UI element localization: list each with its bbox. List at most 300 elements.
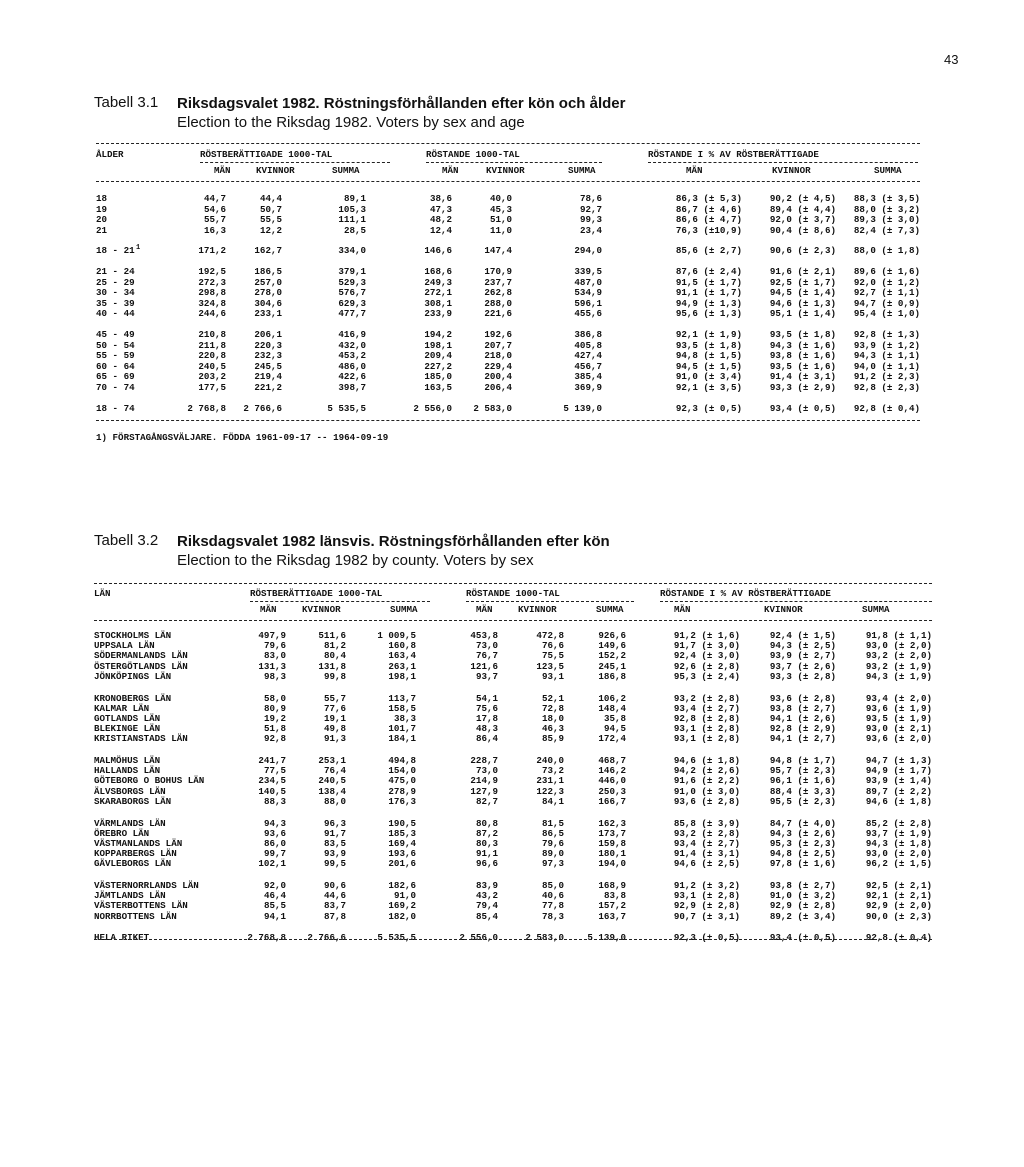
county-cell: BLEKINGE LÄN	[94, 723, 161, 735]
voters-sum-cell: 92,7	[579, 203, 602, 215]
voters-men-cell: 209,4	[424, 350, 452, 362]
eligible-sum-cell: 453,2	[338, 350, 366, 362]
pct-sum-cell: 92,1 (± 2,1)	[865, 890, 932, 902]
table2-header-row-2	[94, 605, 932, 616]
voters-men-cell: 83,9	[475, 880, 498, 891]
eligible-sum-cell: 263,1	[388, 660, 416, 672]
eligible-men-cell: 51,8	[263, 723, 286, 735]
pct-sum-cell: 94,7 (± 1,3)	[865, 755, 932, 766]
table1-header-women-a: KVINNOR	[256, 165, 295, 176]
pct-sum-cell: 88,0 (± 1,8)	[853, 245, 920, 257]
pct-sum-cell: 82,4 (± 7,3)	[853, 224, 920, 236]
voters-sum-cell: 163,7	[598, 910, 626, 922]
eligible-men-cell: 92,8	[263, 733, 286, 745]
eligible-women-cell: 80,4	[323, 650, 346, 662]
table2-header-sum-c: SUMMA	[862, 604, 890, 615]
pct-women-cell: 89,2 (± 3,4)	[769, 910, 836, 922]
voters-men-cell: 249,3	[424, 276, 452, 288]
pct-sum-cell: 95,4 (± 1,0)	[853, 308, 920, 320]
table-row	[96, 226, 920, 237]
voters-men-cell: 80,3	[475, 837, 498, 849]
voters-women-cell: 2 583,0	[473, 402, 512, 414]
eligible-men-cell: 44,7	[203, 193, 226, 204]
voters-women-cell: 46,3	[541, 723, 564, 735]
voters-men-cell: 47,3	[429, 203, 452, 215]
table2-header-sum-b: SUMMA	[596, 604, 624, 615]
county-cell: KALMAR LÄN	[94, 702, 150, 714]
eligible-women-cell: 245,5	[254, 360, 282, 372]
pct-sum-cell: 91,2 (± 2,3)	[853, 371, 920, 383]
county-cell: UPPSALA LÄN	[94, 640, 155, 652]
pct-women-cell: 93,7 (± 2,6)	[769, 660, 836, 672]
pct-men-cell: 91,5 (± 1,7)	[675, 276, 742, 288]
pct-men-cell: 92,4 (± 3,0)	[673, 650, 740, 662]
eligible-sum-cell: 101,7	[388, 723, 416, 735]
eligible-sum-cell: 193,6	[388, 848, 416, 860]
pct-sum-cell: 91,8 (± 1,1)	[865, 630, 932, 641]
county-cell: STOCKHOLMS LÄN	[94, 630, 172, 641]
pct-sum-cell: 94,3 (± 1,1)	[853, 350, 920, 362]
voters-women-cell: 170,9	[484, 266, 512, 277]
voters-women-cell: 81,5	[541, 817, 564, 829]
table1-header-group-c: RÖSTANDE I % AV RÖSTBERÄTTIGADE	[648, 149, 819, 160]
eligible-sum-cell: 163,4	[388, 650, 416, 662]
voters-men-cell: 214,9	[470, 775, 498, 787]
table-row	[94, 859, 932, 870]
pct-men-cell: 93,2 (± 2,8)	[673, 692, 740, 704]
pct-sum-cell: 85,2 (± 2,8)	[865, 817, 932, 829]
pct-women-cell: 90,2 (± 4,5)	[769, 193, 836, 204]
pct-sum-cell: 92,0 (± 1,2)	[853, 276, 920, 288]
voters-men-cell: 75,6	[475, 702, 498, 714]
voters-women-cell: 2 583,0	[525, 932, 564, 944]
pct-men-cell: 95,3 (± 2,4)	[673, 670, 740, 682]
voters-sum-cell: 5 139,0	[563, 402, 602, 414]
table1-header-sum-b: SUMMA	[568, 165, 596, 176]
table2-title	[177, 532, 610, 570]
eligible-sum-cell: 105,3	[338, 203, 366, 215]
voters-women-cell: 221,6	[484, 308, 512, 320]
table1-header-rule	[96, 181, 920, 182]
eligible-women-cell: 99,8	[323, 670, 346, 682]
pct-men-cell: 91,7 (± 3,0)	[673, 640, 740, 652]
pct-women-cell: 93,3 (± 2,8)	[769, 670, 836, 682]
county-cell: ÖSTERGÖTLANDS LÄN	[94, 660, 188, 672]
voters-men-cell: 194,2	[424, 329, 452, 340]
pct-men-cell: 90,7 (± 3,1)	[673, 910, 740, 922]
eligible-men-cell: 93,6	[263, 827, 286, 839]
eligible-men-cell: 140,5	[258, 785, 286, 797]
pct-sum-cell: 89,6 (± 1,6)	[853, 266, 920, 277]
pct-women-cell: 93,6 (± 2,8)	[769, 692, 836, 704]
pct-sum-cell: 94,9 (± 1,7)	[865, 765, 932, 777]
eligible-sum-cell: 494,8	[388, 755, 416, 766]
county-cell: HELA RIKET	[94, 932, 150, 944]
eligible-sum-cell: 198,1	[388, 670, 416, 682]
voters-men-cell: 73,0	[475, 640, 498, 652]
table2-header-women-b: KVINNOR	[518, 604, 557, 615]
voters-men-cell: 54,1	[475, 692, 498, 704]
pct-men-cell: 91,1 (± 1,7)	[675, 287, 742, 299]
pct-women-cell: 97,8 (± 1,6)	[769, 858, 836, 870]
voters-sum-cell: 385,4	[574, 371, 602, 383]
voters-women-cell: 123,5	[536, 660, 564, 672]
eligible-men-cell: 94,3	[263, 817, 286, 829]
voters-men-cell: 163,5	[424, 382, 452, 393]
voters-women-cell: 52,1	[541, 692, 564, 704]
eligible-sum-cell: 184,1	[388, 733, 416, 745]
pct-sum-cell: 93,2 (± 2,0)	[865, 650, 932, 662]
county-cell: HALLANDS LÄN	[94, 765, 161, 777]
county-cell: NORRBOTTENS LÄN	[94, 910, 177, 922]
table1-header-men-a: MÄN	[214, 165, 231, 176]
age-cell: 50 - 54	[96, 339, 135, 351]
age-cell: 40 - 44	[96, 308, 135, 320]
eligible-men-cell: 80,9	[263, 702, 286, 714]
age-cell: 45 - 49	[96, 329, 135, 340]
eligible-women-cell: 55,7	[323, 692, 346, 704]
eligible-sum-cell: 169,2	[388, 900, 416, 912]
voters-sum-cell: 186,8	[598, 670, 626, 682]
county-cell: KOPPARBERGS LÄN	[94, 848, 177, 860]
pct-men-cell: 94,2 (± 2,6)	[673, 765, 740, 777]
table2-header-women-c: KVINNOR	[764, 604, 803, 615]
eligible-women-cell: 88,0	[323, 795, 346, 807]
table2-header-group-a: RÖSTBERÄTTIGADE 1000-TAL	[250, 588, 383, 599]
eligible-sum-cell: 576,7	[338, 287, 366, 299]
eligible-women-cell: 138,4	[318, 785, 346, 797]
eligible-men-cell: 83,0	[263, 650, 286, 662]
table2-header-row-1	[94, 589, 932, 600]
eligible-sum-cell: 629,3	[338, 297, 366, 309]
voters-men-cell: 93,7	[475, 670, 498, 682]
eligible-women-cell: 91,7	[323, 827, 346, 839]
voters-women-cell: 288,0	[484, 297, 512, 309]
age-cell: 18 - 74	[96, 402, 135, 414]
pct-sum-cell: 92,9 (± 2,0)	[865, 900, 932, 912]
voters-sum-cell: 94,5	[603, 723, 626, 735]
eligible-sum-cell: 379,1	[338, 266, 366, 277]
voters-men-cell: 127,9	[470, 785, 498, 797]
table1-bottom-rule	[96, 420, 920, 421]
table2-header-men-a: MÄN	[260, 604, 277, 615]
eligible-women-cell: 83,7	[323, 900, 346, 912]
eligible-women-cell: 240,5	[318, 775, 346, 787]
table2-header-group-c: RÖSTANDE I % AV RÖSTBERÄTTIGADE	[660, 588, 831, 599]
pct-women-cell: 93,8 (± 1,6)	[769, 350, 836, 362]
voters-men-cell: 168,6	[424, 266, 452, 277]
eligible-men-cell: 203,2	[198, 371, 226, 383]
age-cell: 21	[96, 224, 108, 236]
eligible-men-cell: 234,5	[258, 775, 286, 787]
eligible-sum-cell: 185,3	[388, 827, 416, 839]
voters-sum-cell: 78,6	[579, 193, 602, 204]
voters-men-cell: 12,4	[429, 224, 452, 236]
county-cell: KRONOBERGS LÄN	[94, 692, 172, 704]
pct-women-cell: 89,4 (± 4,4)	[769, 203, 836, 215]
eligible-men-cell: 240,5	[198, 360, 226, 372]
voters-men-cell: 185,0	[424, 371, 452, 383]
eligible-sum-cell: 486,0	[338, 360, 366, 372]
eligible-men-cell: 77,5	[263, 765, 286, 777]
pct-women-cell: 91,6 (± 2,1)	[769, 266, 836, 277]
eligible-men-cell: 171,2	[198, 245, 226, 257]
eligible-men-cell: 16,3	[203, 224, 226, 236]
eligible-women-cell: 206,1	[254, 329, 282, 340]
eligible-sum-cell: 38,3	[393, 712, 416, 724]
voters-women-cell: 147,4	[484, 245, 512, 257]
eligible-men-cell: 220,8	[198, 350, 226, 362]
footnote-marker: 1	[136, 244, 141, 253]
pct-sum-cell: 93,5 (± 1,9)	[865, 712, 932, 724]
pct-women-cell: 90,4 (± 8,6)	[769, 224, 836, 236]
table1-header-men-b: MÄN	[442, 165, 459, 176]
eligible-women-cell: 2 766,6	[307, 932, 346, 944]
pct-sum-cell: 93,0 (± 2,0)	[865, 640, 932, 652]
voters-women-cell: 18,0	[541, 712, 564, 724]
eligible-women-cell: 219,4	[254, 371, 282, 383]
voters-men-cell: 308,1	[424, 297, 452, 309]
voters-women-cell: 77,8	[541, 900, 564, 912]
pct-men-cell: 94,6 (± 1,8)	[673, 755, 740, 766]
pct-women-cell: 94,3 (± 2,6)	[769, 827, 836, 839]
pct-sum-cell: 93,6 (± 1,9)	[865, 702, 932, 714]
age-cell: 30 - 34	[96, 287, 135, 299]
eligible-sum-cell: 154,0	[388, 765, 416, 777]
pct-sum-cell: 93,9 (± 1,4)	[865, 775, 932, 787]
voters-men-cell: 80,8	[475, 817, 498, 829]
table2-header-group-b: RÖSTANDE 1000-TAL	[466, 588, 560, 599]
voters-women-cell: 51,0	[489, 214, 512, 226]
table1-header-women-b: KVINNOR	[486, 165, 525, 176]
voters-sum-cell: 194,0	[598, 858, 626, 870]
table1-header-sum-a: SUMMA	[332, 165, 360, 176]
pct-women-cell: 94,6 (± 1,3)	[769, 297, 836, 309]
table2-bottom-rule	[94, 939, 932, 940]
eligible-women-cell: 99,5	[323, 858, 346, 870]
voters-women-cell: 89,0	[541, 848, 564, 860]
eligible-women-cell: 232,3	[254, 350, 282, 362]
voters-women-cell: 472,8	[536, 630, 564, 641]
eligible-sum-cell: 529,3	[338, 276, 366, 288]
voters-sum-cell: 427,4	[574, 350, 602, 362]
voters-women-cell: 40,0	[489, 193, 512, 204]
pct-men-cell: 94,6 (± 2,5)	[673, 858, 740, 870]
voters-women-cell: 85,9	[541, 733, 564, 745]
pct-men-cell: 91,2 (± 3,2)	[673, 880, 740, 891]
eligible-women-cell: 278,0	[254, 287, 282, 299]
voters-sum-cell: 455,6	[574, 308, 602, 320]
voters-men-cell: 146,6	[424, 245, 452, 257]
table1-top-rule	[96, 143, 920, 144]
eligible-men-cell: 85,5	[263, 900, 286, 912]
eligible-women-cell: 93,9	[323, 848, 346, 860]
county-cell: VÄSTERNORRLANDS LÄN	[94, 880, 199, 891]
pct-men-cell: 85,8 (± 3,9)	[673, 817, 740, 829]
pct-women-cell: 93,5 (± 1,8)	[769, 329, 836, 340]
voters-sum-cell: 369,9	[574, 382, 602, 393]
pct-men-cell: 92,9 (± 2,8)	[673, 900, 740, 912]
pct-men-cell: 86,6 (± 4,7)	[675, 214, 742, 226]
age-cell: 18	[96, 193, 108, 204]
county-cell: GÄVLEBORGS LÄN	[94, 858, 172, 870]
eligible-women-cell: 55,5	[259, 214, 282, 226]
voters-sum-cell: 294,0	[574, 245, 602, 257]
pct-women-cell: 93,5 (± 1,6)	[769, 360, 836, 372]
voters-men-cell: 48,2	[429, 214, 452, 226]
table1-header-row-2	[96, 166, 920, 177]
table-row	[96, 404, 920, 415]
voters-men-cell: 73,0	[475, 765, 498, 777]
county-cell: ÖREBRO LÄN	[94, 827, 150, 839]
eligible-men-cell: 244,6	[198, 308, 226, 320]
voters-sum-cell: 149,6	[598, 640, 626, 652]
pct-sum-cell: 93,9 (± 1,2)	[853, 339, 920, 351]
table2-header-women-a: KVINNOR	[302, 604, 341, 615]
voters-sum-cell: 146,2	[598, 765, 626, 777]
eligible-sum-cell: 169,4	[388, 837, 416, 849]
age-cell: 70 - 74	[96, 382, 135, 393]
eligible-women-cell: 511,6	[318, 630, 346, 641]
pct-sum-cell: 93,4 (± 2,0)	[865, 692, 932, 704]
table2-header-men-b: MÄN	[476, 604, 493, 615]
pct-women-cell: 94,3 (± 2,5)	[769, 640, 836, 652]
pct-sum-cell: 94,3 (± 1,9)	[865, 670, 932, 682]
county-cell: MALMÖHUS LÄN	[94, 755, 161, 766]
eligible-men-cell: 211,8	[198, 339, 226, 351]
age-cell: 55 - 59	[96, 350, 135, 362]
pct-women-cell: 94,8 (± 2,5)	[769, 848, 836, 860]
age-cell: 25 - 29	[96, 276, 135, 288]
voters-sum-cell: 83,8	[603, 890, 626, 902]
eligible-sum-cell: 5 535,5	[377, 932, 416, 944]
pct-women-cell: 91,0 (± 3,2)	[769, 890, 836, 902]
eligible-sum-cell: 1 009,5	[377, 630, 416, 641]
eligible-men-cell: 86,0	[263, 837, 286, 849]
pct-sum-cell: 89,3 (± 3,0)	[853, 214, 920, 226]
eligible-women-cell: 12,2	[259, 224, 282, 236]
voters-sum-cell: 159,8	[598, 837, 626, 849]
table1-header-c-underline	[648, 162, 918, 163]
pct-sum-cell: 93,7 (± 1,9)	[865, 827, 932, 839]
voters-men-cell: 272,1	[424, 287, 452, 299]
eligible-sum-cell: 416,9	[338, 329, 366, 340]
pct-men-cell: 94,8 (± 1,5)	[675, 350, 742, 362]
table2-header-rule	[94, 620, 932, 621]
voters-men-cell: 228,7	[470, 755, 498, 766]
eligible-men-cell: 272,3	[198, 276, 226, 288]
pct-sum-cell: 93,2 (± 1,9)	[865, 660, 932, 672]
table2	[94, 588, 932, 944]
pct-men-cell: 93,1 (± 2,8)	[673, 733, 740, 745]
eligible-men-cell: 192,5	[198, 266, 226, 277]
eligible-women-cell: 77,6	[323, 702, 346, 714]
voters-men-cell: 85,4	[475, 910, 498, 922]
eligible-men-cell: 46,4	[263, 890, 286, 902]
table2-title-en: Election to the Riksdag 1982 by county. Voters by sex	[177, 552, 534, 569]
table1-header-first: ÅLDER	[96, 149, 124, 160]
pct-women-cell: 96,1 (± 1,6)	[769, 775, 836, 787]
pct-men-cell: 76,3 (±10,9)	[675, 224, 742, 236]
eligible-women-cell: 76,4	[323, 765, 346, 777]
voters-sum-cell: 106,2	[598, 692, 626, 704]
voters-sum-cell: 487,0	[574, 276, 602, 288]
pct-women-cell: 84,7 (± 4,0)	[769, 817, 836, 829]
eligible-men-cell: 54,6	[203, 203, 226, 215]
pct-women-cell: 92,8 (± 2,9)	[769, 723, 836, 735]
table-row	[96, 309, 920, 320]
pct-women-cell: 91,4 (± 3,1)	[769, 371, 836, 383]
age-cell: 35 - 39	[96, 297, 135, 309]
eligible-women-cell: 186,5	[254, 266, 282, 277]
pct-men-cell: 91,4 (± 3,1)	[673, 848, 740, 860]
voters-men-cell: 453,8	[470, 630, 498, 641]
eligible-sum-cell: 182,0	[388, 910, 416, 922]
pct-men-cell: 93,1 (± 2,8)	[673, 723, 740, 735]
table1-label: Tabell 3.1	[94, 94, 159, 111]
pct-sum-cell: 94,6 (± 1,8)	[865, 795, 932, 807]
pct-women-cell: 92,5 (± 1,7)	[769, 276, 836, 288]
pct-women-cell: 95,5 (± 2,3)	[769, 795, 836, 807]
pct-women-cell: 94,1 (± 2,7)	[769, 733, 836, 745]
eligible-women-cell: 19,1	[323, 712, 346, 724]
table1	[96, 150, 920, 422]
eligible-sum-cell: 158,5	[388, 702, 416, 714]
table2-header-sum-a: SUMMA	[390, 604, 418, 615]
eligible-women-cell: 2 766,6	[243, 402, 282, 414]
table1-title-en: Election to the Riksdag 1982. Voters by sex and age	[177, 114, 525, 131]
pct-men-cell: 93,6 (± 2,8)	[673, 795, 740, 807]
pct-women-cell: 94,3 (± 1,6)	[769, 339, 836, 351]
voters-women-cell: 86,5	[541, 827, 564, 839]
voters-men-cell: 121,6	[470, 660, 498, 672]
pct-men-cell: 86,7 (± 4,6)	[675, 203, 742, 215]
voters-women-cell: 11,0	[489, 224, 512, 236]
voters-women-cell: 237,7	[484, 276, 512, 288]
voters-men-cell: 91,1	[475, 848, 498, 860]
pct-men-cell: 91,0 (± 3,0)	[673, 785, 740, 797]
table1-header-men-c: MÄN	[686, 165, 703, 176]
pct-sum-cell: 88,3 (± 3,5)	[853, 193, 920, 204]
table-row	[94, 734, 932, 745]
pct-women-cell: 95,1 (± 1,4)	[769, 308, 836, 320]
eligible-sum-cell: 475,0	[388, 775, 416, 787]
pct-women-cell: 95,3 (± 2,3)	[769, 837, 836, 849]
county-cell: GÖTEBORG O BOHUS LÄN	[94, 775, 205, 787]
eligible-men-cell: 102,1	[258, 858, 286, 870]
county-cell: KRISTIANSTADS LÄN	[94, 733, 188, 745]
voters-sum-cell: 245,1	[598, 660, 626, 672]
eligible-women-cell: 49,8	[323, 723, 346, 735]
eligible-men-cell: 241,7	[258, 755, 286, 766]
voters-sum-cell: 468,7	[598, 755, 626, 766]
voters-women-cell: 229,4	[484, 360, 512, 372]
pct-women-cell: 93,8 (± 2,7)	[769, 702, 836, 714]
eligible-sum-cell: 91,0	[393, 890, 416, 902]
voters-sum-cell: 148,4	[598, 702, 626, 714]
county-cell: ÄLVSBORGS LÄN	[94, 785, 166, 797]
voters-men-cell: 76,7	[475, 650, 498, 662]
eligible-sum-cell: 5 535,5	[327, 402, 366, 414]
pct-women-cell: 88,4 (± 3,3)	[769, 785, 836, 797]
voters-men-cell: 82,7	[475, 795, 498, 807]
voters-sum-cell: 157,2	[598, 900, 626, 912]
table2-header-men-c: MÄN	[674, 604, 691, 615]
voters-sum-cell: 180,1	[598, 848, 626, 860]
table1-title-sv: Riksdagsvalet 1982. Röstningsförhållanden efter kön och ålder	[177, 95, 626, 112]
voters-men-cell: 48,3	[475, 723, 498, 735]
eligible-women-cell: 44,6	[323, 890, 346, 902]
